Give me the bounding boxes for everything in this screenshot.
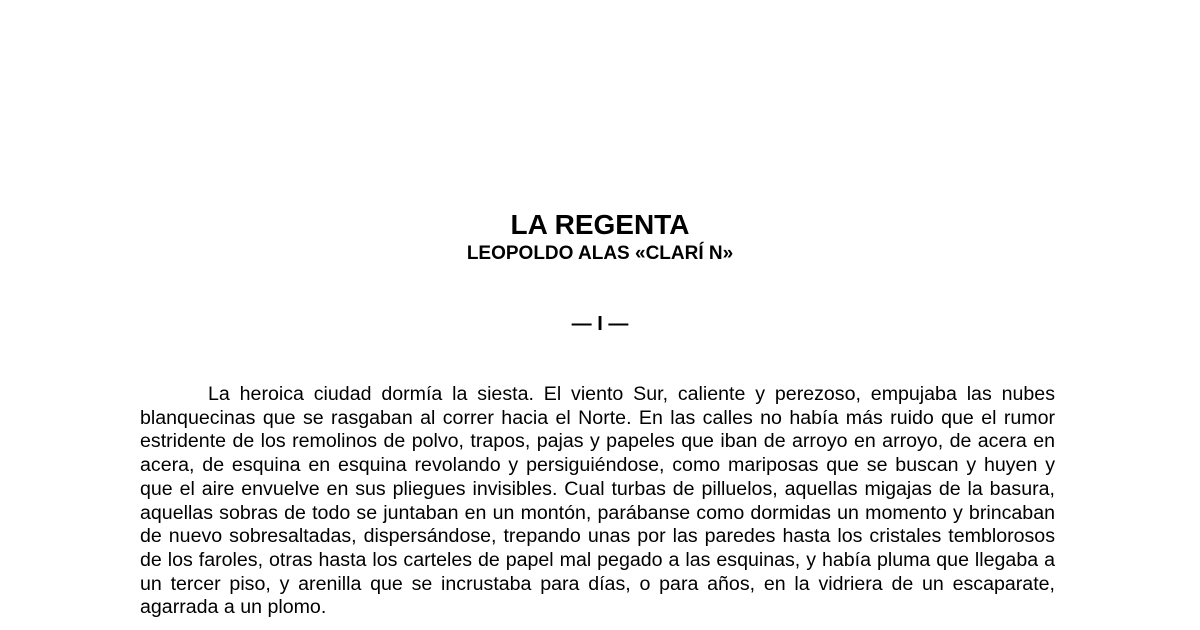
book-title: LA REGENTA: [510, 209, 690, 240]
book-author: LEOPOLDO ALAS «CLARÍ N»: [466, 243, 734, 264]
body-paragraph: La heroica ciudad dormía la siesta. El viento Sur, caliente y perezoso, empujaba las nubes blanquecinas que se rasgaban al correr hacia el Norte. En las calles no había más ruido que el rumor estridente de los remolinos de polvo, trapos, pajas y papeles que iban de arroyo en arroyo, de acera en acera, de esquina en esquina revolando y persiguiéndose, como mariposas que se buscan y huyen y que el aire envuelve en sus pliegues invisibles. Cual turbas de pilluelos, aquellas migajas de la basura, aquellas sobras de todo se juntaban en un montón, parábanse como dormidas un momento y brincaban de nuevo sobresaltadas, dispersándose, trepando unas por las paredes hasta los cristales temblorosos de los faroles, otras hasta los carteles de papel mal pegado a las esquinas, y había pluma que llegaba a un tercer piso, y arenilla que se incrustaba para días, o para años, en la vidriera de un escaparate, agarrada a un plomo.: [140, 383, 1055, 619]
chapter-heading: — I —: [571, 313, 629, 335]
